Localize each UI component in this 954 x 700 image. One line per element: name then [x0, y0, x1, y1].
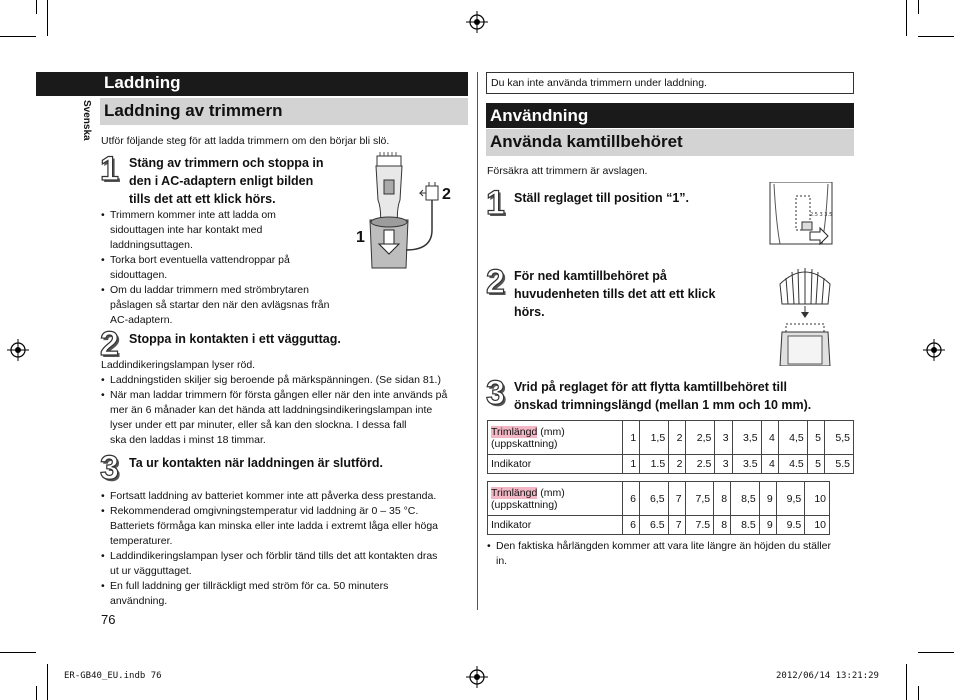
table-cell: 2 [669, 455, 686, 474]
table-cell: 4.5 [778, 455, 807, 474]
table-cell: 9 [759, 516, 776, 535]
table-cell: 5,5 [824, 421, 853, 455]
footer-timestamp: 2012/06/14 13:21:29 [776, 671, 879, 681]
step-instruction: Vrid på reglaget för att flytta kamtillbehöret till önskad trimningslängd (mellan 1 mm och 10 mm). [514, 380, 812, 412]
bullet-item: • Den faktiska hårlängden kommer att vara lite längre än höjden du ställer in. [487, 539, 855, 569]
svg-text:2.5 3 3.5: 2.5 3 3.5 [810, 212, 833, 218]
table-row [488, 516, 830, 535]
table-cell: 1.5 [640, 455, 669, 474]
footer-file: ER-GB40_EU.indb 76 [64, 671, 162, 681]
bullet-item: • Torka bort eventuella vattendroppar på sidouttagen. [101, 253, 361, 283]
table-cell: 9,5 [776, 482, 805, 516]
table-header-cell: Indikator [488, 455, 623, 474]
page-number: 76 [101, 612, 116, 627]
table-cell: 7 [668, 516, 685, 535]
step-instruction: För ned kamtillbehöret på huvudenheten tills det att ett klick hörs. [514, 269, 716, 319]
language-label: Svenska [81, 100, 92, 141]
table-row [488, 455, 854, 474]
bullet-item: • När man laddar trimmern för första gången eller när den inte används på mer än 6 månader kan det hända att laddningsindikeringslampan inte lyser under ett par minuter, eller så kan den slockna. I dessa fall ska den laddas i minst 18 timmar. [101, 388, 471, 448]
crop-mark [36, 686, 37, 700]
table-cell: 7,5 [685, 482, 714, 516]
table-cell: 1 [623, 455, 640, 474]
table-cell: 3 [715, 421, 732, 455]
bullet-item: • Laddindikeringslampan lyser och förblir tänd tills det att kontakten dras ut ur vägguttaget. [101, 549, 471, 579]
subsection-title: Laddning av trimmern [100, 98, 468, 125]
crop-mark [47, 0, 48, 36]
step-number: 3 [486, 374, 505, 412]
table-cell: 4 [761, 421, 778, 455]
switch-illustration [766, 182, 836, 248]
table-cell: 10 [805, 516, 830, 535]
crop-mark [906, 664, 907, 700]
subsection-title: Använda kamtillbehöret [486, 129, 854, 156]
trim-length-table [487, 420, 854, 474]
table-cell: 9.5 [776, 516, 805, 535]
table-cell: 9 [759, 482, 776, 516]
crop-mark [918, 652, 954, 653]
table-cell: 5 [807, 455, 824, 474]
step-number: 1 [486, 184, 505, 222]
section-title: Laddning [100, 72, 468, 96]
table-header-cell: Trimlängd (mm) (uppskattning) [488, 482, 623, 516]
table-cell: 6.5 [639, 516, 668, 535]
bullet-item: • Fortsatt laddning av batteriet kommer inte att påverka dess prestanda. [101, 489, 471, 504]
registration-mark-icon [466, 11, 488, 33]
table-cell: 3,5 [732, 421, 761, 455]
crop-mark [36, 0, 37, 14]
intro-text: Försäkra att trimmern är avslagen. [487, 165, 648, 177]
bullet-item: • Rekommenderad omgivningstemperatur vid laddning är 0 – 35 °C. Batteriets förmåga kan minska eller inte ladda i extremt låga eller höga temperaturer. [101, 504, 471, 549]
step-bullets [101, 208, 361, 328]
table-cell: 7.5 [685, 516, 714, 535]
table-cell: 5.5 [824, 455, 853, 474]
registration-mark-icon [7, 339, 29, 361]
table-cell: 4,5 [778, 421, 807, 455]
bullet-item: • Laddningstiden skiljer sig beroende på märkspänningen. (Se sidan 81.) [101, 373, 471, 388]
crop-mark [918, 686, 919, 700]
step-instruction: Stoppa in kontakten i ett vägguttag. [129, 332, 341, 346]
step-instruction: Ställ reglaget till position “1”. [514, 191, 690, 205]
crop-mark [0, 36, 36, 37]
table-cell: 1,5 [640, 421, 669, 455]
table-cell: 3.5 [732, 455, 761, 474]
step-number: 3 [100, 449, 119, 487]
section-title: Användning [486, 103, 854, 128]
comb-attachment-illustration [774, 264, 836, 366]
step-number: 1 [100, 150, 119, 188]
table-header-cell: Trimlängd (mm) (uppskattning) [488, 421, 623, 455]
crop-mark [47, 664, 48, 700]
intro-text: Utför följande steg för att ladda trimmern om den börjar bli slö. [101, 135, 390, 147]
table-cell: 6 [623, 516, 640, 535]
table-cell: 8 [714, 516, 731, 535]
table-cell: 6 [623, 482, 640, 516]
charging-illustration [350, 150, 468, 272]
table-cell: 10 [805, 482, 830, 516]
table-cell: 8.5 [731, 516, 760, 535]
warning-box: Du kan inte använda trimmern under laddning. [486, 72, 854, 94]
bullet-item: • Trimmern kommer inte att ladda om sidouttagen inte har kontakt med laddningsuttagen. [101, 208, 361, 253]
figure-label: 2 [442, 186, 451, 203]
table-cell: 3 [715, 455, 732, 474]
crop-mark [918, 36, 954, 37]
table-cell: 5 [807, 421, 824, 455]
registration-mark-icon [466, 666, 488, 688]
trim-length-table [487, 481, 830, 535]
step-bullets [101, 373, 471, 448]
step-instruction: Ta ur kontakten när laddningen är slutförd. [129, 456, 383, 470]
figure-label: 1 [356, 229, 365, 246]
table-cell: 4 [761, 455, 778, 474]
general-bullets [101, 489, 471, 609]
crop-mark [0, 652, 36, 653]
table-cell: 8 [714, 482, 731, 516]
footnote [487, 539, 855, 569]
bullet-item: • Om du laddar trimmern med strömbrytaren påslagen så startar den när den avlägsnas från AC-adaptern. [101, 283, 361, 328]
side-tab [36, 72, 100, 96]
table-row [488, 482, 830, 516]
step-instruction: Stäng av trimmern och stoppa in den i AC-adaptern enligt bilden tills det att ett klick hörs. [129, 156, 324, 206]
crop-mark [918, 0, 919, 14]
step-number: 2 [486, 263, 505, 301]
crop-mark [906, 0, 907, 36]
bullet-item: • En full laddning ger tillräckligt med ström för ca. 50 minuters användning. [101, 579, 471, 609]
table-cell: 6,5 [639, 482, 668, 516]
step-note: Laddindikeringslampan lyser röd. [101, 359, 256, 371]
column-divider [477, 72, 478, 610]
table-header-cell: Indikator [488, 516, 623, 535]
step-number: 2 [100, 325, 119, 363]
table-cell: 2 [669, 421, 686, 455]
table-cell: 8,5 [731, 482, 760, 516]
table-row [488, 421, 854, 455]
table-cell: 1 [623, 421, 640, 455]
registration-mark-icon [923, 339, 945, 361]
table-cell: 2.5 [686, 455, 715, 474]
table-cell: 7 [668, 482, 685, 516]
table-cell: 2,5 [686, 421, 715, 455]
